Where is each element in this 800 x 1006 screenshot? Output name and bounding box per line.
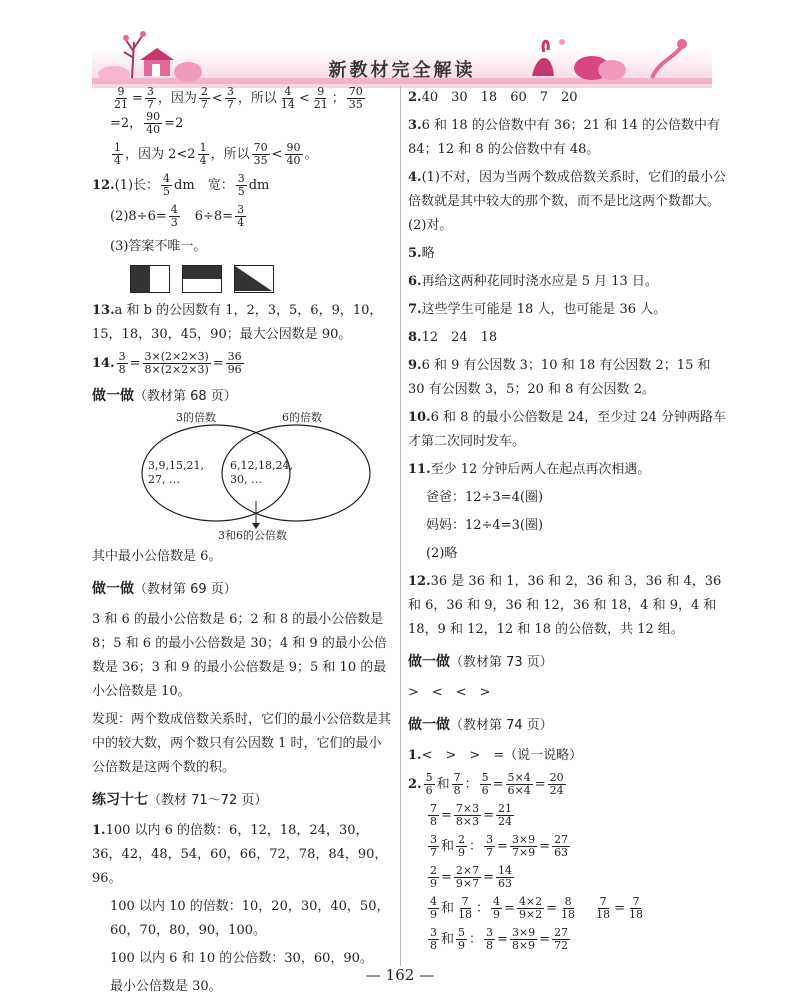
fraction: $\frac{7}{18}$ [596, 895, 611, 921]
venn-note: 其中最小公倍数是 6。 [92, 549, 222, 564]
fraction: $\frac{7\times 3}{8\times 3}$ [455, 802, 480, 828]
fraction: $\frac{3\times 9}{8\times 9}$ [511, 926, 536, 952]
fraction: $\frac{9}{21}$ [114, 85, 128, 111]
section-heading: 做一做（教材第 73 页） [408, 654, 553, 670]
answer-line: $\frac{2}{9}$ = $\frac{2\times 7}{9\times 7}$ = $\frac{14}{63}$ [430, 864, 513, 890]
fraction: $\frac{3}{7}$ [226, 85, 234, 111]
answer-line: 爸爸：12÷3=4(圈) [426, 490, 544, 505]
question-12: 12. (1)长： $\frac{4}{5}$ dm 宽： $\frac{3}{5}$ dm [92, 172, 270, 198]
fraction: $\frac{4}{14}$ [280, 85, 295, 111]
answer-7: 7.这些学生可能是 18 人，也可能是 36 人。 [408, 302, 667, 317]
answer-11: 11.至少 12 分钟后两人在起点再次相遇。 [408, 462, 651, 477]
answer-line: 100 以内 6 和 10 的公倍数：30，60，90。 [110, 951, 373, 966]
section-heading: 做一做（教材第 68 页） [92, 388, 237, 404]
question-13: 13.a 和 b 的公因数有 1，2，3，5，6，9，10，15，18，30，45，90；最大公因数是 90。 [92, 303, 383, 342]
fraction: $\frac{8}{18}$ [561, 895, 576, 921]
venn-left-values: 3,9,15,21, 27, … [148, 459, 204, 486]
answer-6: 6.再给这两种花同时浇水应是 5 月 13 日。 [408, 274, 658, 289]
answer-1: 1.< > > =（说一说略） [408, 748, 583, 763]
fraction: $\frac{2}{9}$ [458, 833, 466, 859]
exercise-1: 1.100 以内 6 的倍数：6，12，18，24，30，36，42，48，54，60，66，72，78，84，90，96。 [92, 823, 388, 886]
fraction: $\frac{3\times(2\times 2\times 3)}{8\times(2\times 2\times 3)}$ [144, 350, 209, 376]
answer-line: $\frac{4}{9}$ 和 $\frac{7}{18}$ ： $\frac{4}{9}$ = $\frac{4\times 2}{9\times 2}$ = $\frac{8}{18}$ $\frac{7}{18}$ = $\frac{7}{18}$ [430, 895, 643, 921]
square-diagonal-half [234, 265, 274, 293]
paragraph: 3 和 6 的最小公倍数是 6；2 和 8 的最小公倍数是 8；5 和 6 的最小公倍数是 30；4 和 9 的最小公倍数是 36；3 和 9 的最小公倍数是 9；5 和 10 的最小公倍数是 10。 [92, 612, 387, 699]
fraction: $\frac{21}{24}$ [498, 802, 513, 828]
answer-2-line: 2. $\frac{5}{6}$ 和 $\frac{7}{8}$ ： $\frac{5}{6}$ = $\frac{5\times 4}{6\times 4}$ = $\frac{20}{24}$ [408, 771, 564, 797]
venn-intersection-values: 6,12,18,24, 30, … [230, 459, 293, 486]
answer-10: 10.6 和 8 的最小公倍数是 24，至少过 24 分钟两路车才第二次同时发车。 [408, 410, 727, 449]
answer-line: 最小公倍数是 30。 [110, 979, 222, 994]
page-number: — 162 — [365, 966, 435, 984]
fraction: $\frac{3}{5}$ [237, 172, 245, 198]
half-shaded-squares [130, 265, 394, 293]
fraction: $\frac{2\times 7}{9\times 7}$ [455, 864, 480, 890]
answer-line: 妈妈：12÷4=3(圈) [426, 518, 544, 533]
answer-2: 2.40 30 18 60 7 20 [408, 90, 578, 105]
fraction: $\frac{3}{7}$ [146, 85, 154, 111]
section-heading: 练习十七（教材 71～72 页） [92, 792, 268, 808]
venn-label-a: 3的倍数 [176, 411, 216, 424]
answer-line: $\frac{3}{7}$ 和 $\frac{2}{9}$ ： $\frac{3}{7}$ = $\frac{3\times 9}{7\times 9}$ = $\frac{27}{63}$ [430, 833, 569, 859]
paragraph: 发现：两个数成倍数关系时，它们的最小公倍数是其中的较大数，两个数只有公因数 1 时，它们的最小公倍数是这两个数的积。 [92, 712, 392, 775]
answer-line: 100 以内 10 的倍数：10，20，30，40，50，60，70，80，90，100。 [110, 899, 390, 938]
fraction: $\frac{3}{8}$ [430, 926, 437, 952]
fraction: $\frac{27}{63}$ [554, 833, 569, 859]
fraction: $\frac{5}{6}$ [481, 771, 489, 797]
fraction: $\frac{2}{9}$ [430, 864, 437, 890]
question-14: 14. $\frac{3}{8}$ = $\frac{3\times(2\times 2\times 3)}{8\times(2\times 2\times 3)}$ = $\frac{36}{96}$ [92, 350, 242, 376]
fraction: $\frac{27}{72}$ [554, 926, 569, 952]
fraction: $\frac{3}{7}$ [430, 833, 437, 859]
fraction: $\frac{90}{40}$ [286, 141, 301, 167]
venn-label-b: 6的倍数 [282, 411, 322, 424]
page-header-title: 新教材完全解读 [328, 60, 476, 81]
left-column [92, 86, 394, 1003]
fraction: $\frac{2}{7}$ [200, 85, 208, 111]
section-heading: 做一做（教材第 74 页） [408, 717, 553, 733]
fraction: $\frac{4}{3}$ [170, 203, 178, 229]
answer-line: $\frac{9}{21}$ = $\frac{3}{7}$ ，因为 $\frac{2}{7}$ < $\frac{3}{7}$ ，所以 $\frac{4}{14}$ < $\frac{9}{21}$ ； $\frac{70}{35}$ =2， $\frac{90}{40}$ =2 [110, 85, 363, 136]
fraction: $\frac{4}{5}$ [163, 172, 171, 198]
fraction: $\frac{9}{21}$ [313, 85, 328, 111]
fraction: $\frac{36}{96}$ [227, 350, 242, 376]
answer-line: $\frac{7}{8}$ = $\frac{7\times 3}{8\times 3}$ = $\frac{21}{24}$ [430, 802, 513, 828]
answer-line: (3)答案不唯一。 [110, 239, 207, 254]
fraction: $\frac{70}{35}$ [253, 141, 268, 167]
answer-line: $\frac{1}{4}$ ，因为 2<2 $\frac{1}{4}$ ，所以 $\frac{70}{35}$ < $\frac{90}{40}$ 。 [114, 141, 318, 167]
answer-4: 4.(1)不对，因为当两个数成倍数关系时，它们的最小公倍数就是其中较大的那个数，而不是比这两个数都大。 (2)对。 [408, 170, 727, 233]
answer-line: (2)略 [426, 546, 458, 561]
fraction: $\frac{5}{9}$ [458, 926, 466, 952]
fraction: $\frac{3}{7}$ [486, 833, 494, 859]
fraction: $\frac{7}{18}$ [628, 895, 643, 921]
column-divider [400, 86, 401, 966]
section-heading: 做一做（教材第 69 页） [92, 581, 237, 597]
fraction: $\frac{1}{4}$ [114, 141, 121, 167]
comparison-answers: > < < > [408, 685, 491, 700]
answer-12: 12.36 是 36 和 1，36 和 2，36 和 3，36 和 4，36 和 6，36 和 9，36 和 12，36 和 18，4 和 9，4 和 18，9 和 12，12 和 18 的公倍数，共 12 组。 [408, 574, 722, 637]
answer-5: 5.略 [408, 246, 435, 261]
venn-bottom-label: 3和6的公倍数 [218, 529, 287, 542]
fraction: $\frac{4}{9}$ [430, 895, 437, 921]
answer-3: 3.6 和 18 的公倍数中有 36；21 和 14 的公倍数中有 84；12 和 8 的公倍数中有 48。 [408, 118, 720, 157]
fraction: $\frac{20}{24}$ [549, 771, 564, 797]
answer-8: 8.12 24 18 [408, 330, 498, 345]
fraction: $\frac{7}{8}$ [453, 771, 461, 797]
fraction: $\frac{90}{40}$ [146, 110, 161, 136]
fraction: $\frac{3}{4}$ [237, 203, 245, 229]
fraction: $\frac{14}{63}$ [498, 864, 513, 890]
fraction: $\frac{7}{8}$ [430, 802, 437, 828]
fraction: $\frac{3}{8}$ [118, 350, 126, 376]
header-banner [92, 22, 712, 88]
answer-9: 9.6 和 9 有公因数 3；10 和 18 有公因数 2；15 和 30 有公因数 3，5；20 和 8 有公因数 2。 [408, 358, 711, 397]
fraction: $\frac{3\times 9}{7\times 9}$ [511, 833, 536, 859]
fraction: $\frac{7}{18}$ [458, 895, 473, 921]
venn-diagram [136, 411, 376, 545]
fraction: $\frac{1}{4}$ [199, 141, 207, 167]
fraction: $\frac{5}{6}$ [425, 771, 433, 797]
square-horizontal-half [182, 265, 222, 293]
answer-line: (2)8÷6= $\frac{4}{3}$ 6÷8= $\frac{3}{4}$ [110, 203, 245, 229]
fraction: $\frac{3}{8}$ [486, 926, 494, 952]
square-vertical-half [130, 265, 170, 293]
fraction: $\frac{4}{9}$ [493, 895, 501, 921]
answer-line: $\frac{3}{8}$ 和 $\frac{5}{9}$ ： $\frac{3}{8}$ = $\frac{3\times 9}{8\times 9}$ = $\frac{27}{72}$ [430, 926, 569, 952]
fraction: $\frac{70}{35}$ [348, 85, 363, 111]
diagonal-shade [235, 266, 272, 291]
right-column [408, 86, 728, 958]
fraction: $\frac{5\times 4}{6\times 4}$ [507, 771, 531, 797]
fraction: $\frac{4\times 2}{9\times 2}$ [518, 895, 543, 921]
